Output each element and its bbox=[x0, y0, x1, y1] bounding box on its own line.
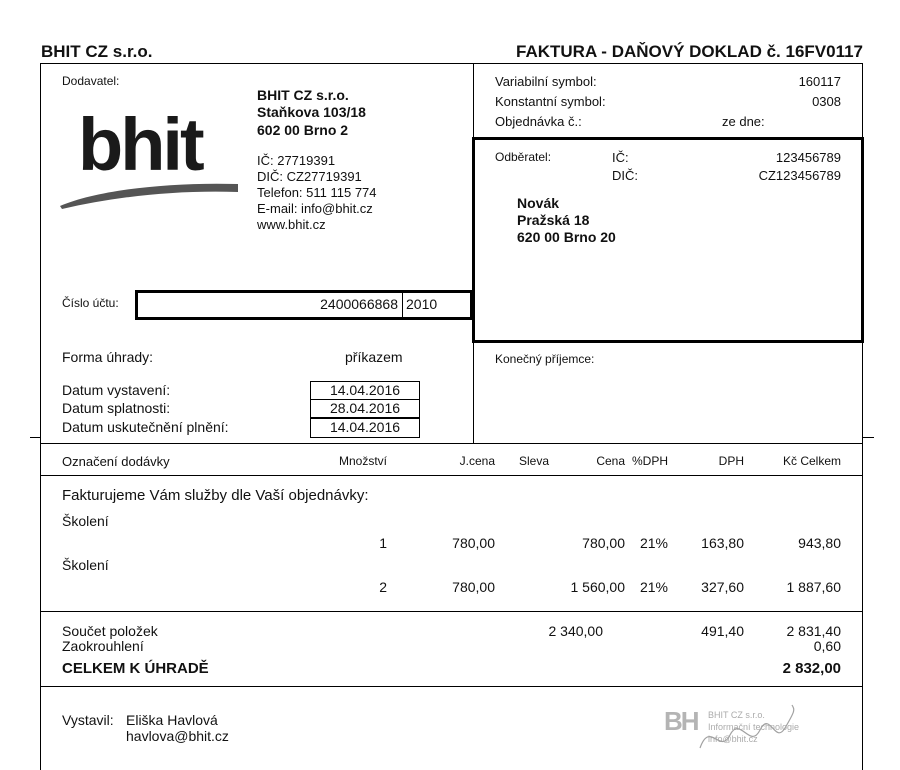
items-sum-total: 2 831,40 bbox=[786, 623, 841, 639]
row-2-vat-pct: 21% bbox=[639, 579, 668, 595]
stamp-email: info@bhit.cz bbox=[708, 734, 758, 744]
col-header-price: Cena bbox=[596, 454, 625, 468]
row-1-qty: 1 bbox=[379, 535, 387, 551]
frame-top bbox=[40, 63, 863, 64]
col-header-item: Označení dodávky bbox=[62, 454, 170, 469]
final-recipient-label: Konečný příjemce: bbox=[495, 352, 595, 366]
account-label: Číslo účtu: bbox=[62, 296, 119, 310]
issue-date-value: 14.04.2016 bbox=[310, 381, 420, 400]
supplier-email: E-mail: info@bhit.cz bbox=[257, 201, 373, 216]
bank-code: 2010 bbox=[406, 296, 438, 312]
totals-bottom-line bbox=[40, 686, 863, 687]
row-1-vat: 163,80 bbox=[701, 535, 744, 551]
variable-symbol-value: 160117 bbox=[798, 74, 841, 89]
frame-left bbox=[40, 63, 41, 770]
col-header-qty: Množství bbox=[338, 454, 387, 468]
stamp-subtitle: Informační technologie bbox=[708, 722, 800, 732]
row-1-vat-pct: 21% bbox=[639, 535, 668, 551]
customer-name: Novák bbox=[517, 195, 560, 211]
table-bottom-line bbox=[40, 611, 863, 612]
payment-form-value: příkazem bbox=[345, 349, 403, 365]
items-sum-label: Součet položek bbox=[62, 623, 158, 639]
company-logo bbox=[58, 103, 240, 212]
supplier-name: BHIT CZ s.r.o. bbox=[257, 87, 349, 103]
due-date-label: Datum splatnosti: bbox=[62, 400, 171, 416]
customer-city: 620 00 Brno 20 bbox=[517, 229, 616, 245]
row-1-unit-price: 780,00 bbox=[452, 535, 495, 551]
order-number-label: Objednávka č.: bbox=[495, 114, 582, 129]
grand-total-label: CELKEM K ÚHRADĚ bbox=[62, 660, 209, 677]
order-date-label: ze dne: bbox=[722, 114, 765, 129]
customer-dic-value: CZ123456789 bbox=[758, 168, 841, 183]
supplier-street: Staňkova 103/18 bbox=[257, 104, 366, 120]
customer-ic-label: IČ: bbox=[612, 150, 629, 165]
col-header-unit-price: J.cena bbox=[459, 454, 495, 468]
customer-dic-label: DIČ: bbox=[612, 168, 638, 183]
taxable-date-label: Datum uskutečnění plnění: bbox=[62, 419, 229, 435]
row-2-total: 1 887,60 bbox=[786, 579, 841, 595]
fold-mark-left bbox=[30, 437, 41, 438]
row-2-vat: 327,60 bbox=[701, 579, 744, 595]
variable-symbol-label: Variabilní symbol: bbox=[495, 74, 597, 89]
row-1-name: Školení bbox=[62, 513, 109, 529]
supplier-dic: DIČ: CZ27719391 bbox=[257, 169, 362, 184]
col-header-total: Kč Celkem bbox=[782, 454, 841, 468]
supplier-ic: IČ: 27719391 bbox=[257, 153, 336, 168]
row-2-qty: 2 bbox=[379, 579, 387, 595]
customer-label: Odběratel: bbox=[495, 150, 552, 164]
customer-street: Pražská 18 bbox=[517, 212, 590, 228]
grand-total-value: 2 832,00 bbox=[782, 660, 841, 677]
supplier-city: 602 00 Brno 2 bbox=[257, 122, 349, 138]
header-company: BHIT CZ s.r.o. bbox=[41, 42, 153, 61]
row-1-price: 780,00 bbox=[582, 535, 625, 551]
fold-mark-right bbox=[862, 437, 874, 438]
row-2-name: Školení bbox=[62, 557, 109, 573]
supplier-web: www.bhit.cz bbox=[257, 217, 326, 232]
issue-date-label: Datum vystavení: bbox=[62, 382, 171, 398]
rounding-label: Zaokrouhlení bbox=[62, 638, 144, 654]
account-number: 2400066868 bbox=[320, 296, 398, 312]
col-header-vat-pct: %DPH bbox=[631, 454, 668, 468]
col-header-discount: Sleva bbox=[518, 454, 549, 468]
signature-icon bbox=[660, 700, 820, 760]
stamp-logo-icon: BH bbox=[664, 706, 698, 736]
due-date-value: 28.04.2016 bbox=[310, 399, 420, 418]
row-1-total: 943,80 bbox=[798, 535, 841, 551]
customer-ic-value: 123456789 bbox=[775, 150, 841, 165]
issued-by-label: Vystavil: bbox=[62, 712, 114, 728]
account-divider bbox=[402, 293, 403, 317]
issuer-name: Eliška Havlová bbox=[126, 712, 218, 728]
company-stamp bbox=[660, 700, 820, 760]
items-sum-price: 2 340,00 bbox=[548, 623, 603, 639]
supplier-phone: Telefon: 511 115 774 bbox=[257, 185, 377, 200]
stamp-company: BHIT CZ s.r.o. bbox=[708, 710, 765, 720]
supplier-label: Dodavatel: bbox=[62, 74, 120, 88]
table-header-line bbox=[40, 475, 863, 476]
payment-form-label: Forma úhrady: bbox=[62, 349, 154, 365]
table-top-line bbox=[40, 443, 863, 444]
col-header-vat: DPH bbox=[718, 454, 744, 468]
items-sum-vat: 491,40 bbox=[701, 623, 744, 639]
table-intro-text: Fakturujeme Vám služby dle Vaší objednávky: bbox=[62, 487, 369, 504]
constant-symbol-value: 0308 bbox=[812, 94, 841, 109]
rounding-value: 0,60 bbox=[813, 638, 841, 654]
taxable-date-value: 14.04.2016 bbox=[310, 418, 420, 438]
logo-swoosh-icon bbox=[58, 112, 240, 212]
issuer-email: havlova@bhit.cz bbox=[126, 728, 229, 744]
constant-symbol-label: Konstantní symbol: bbox=[495, 94, 606, 109]
row-2-price: 1 560,00 bbox=[570, 579, 625, 595]
row-2-unit-price: 780,00 bbox=[452, 579, 495, 595]
logo-text: bhit bbox=[78, 103, 202, 186]
document-title: FAKTURA - DAŇOVÝ DOKLAD č. 16FV0117 bbox=[516, 42, 863, 61]
